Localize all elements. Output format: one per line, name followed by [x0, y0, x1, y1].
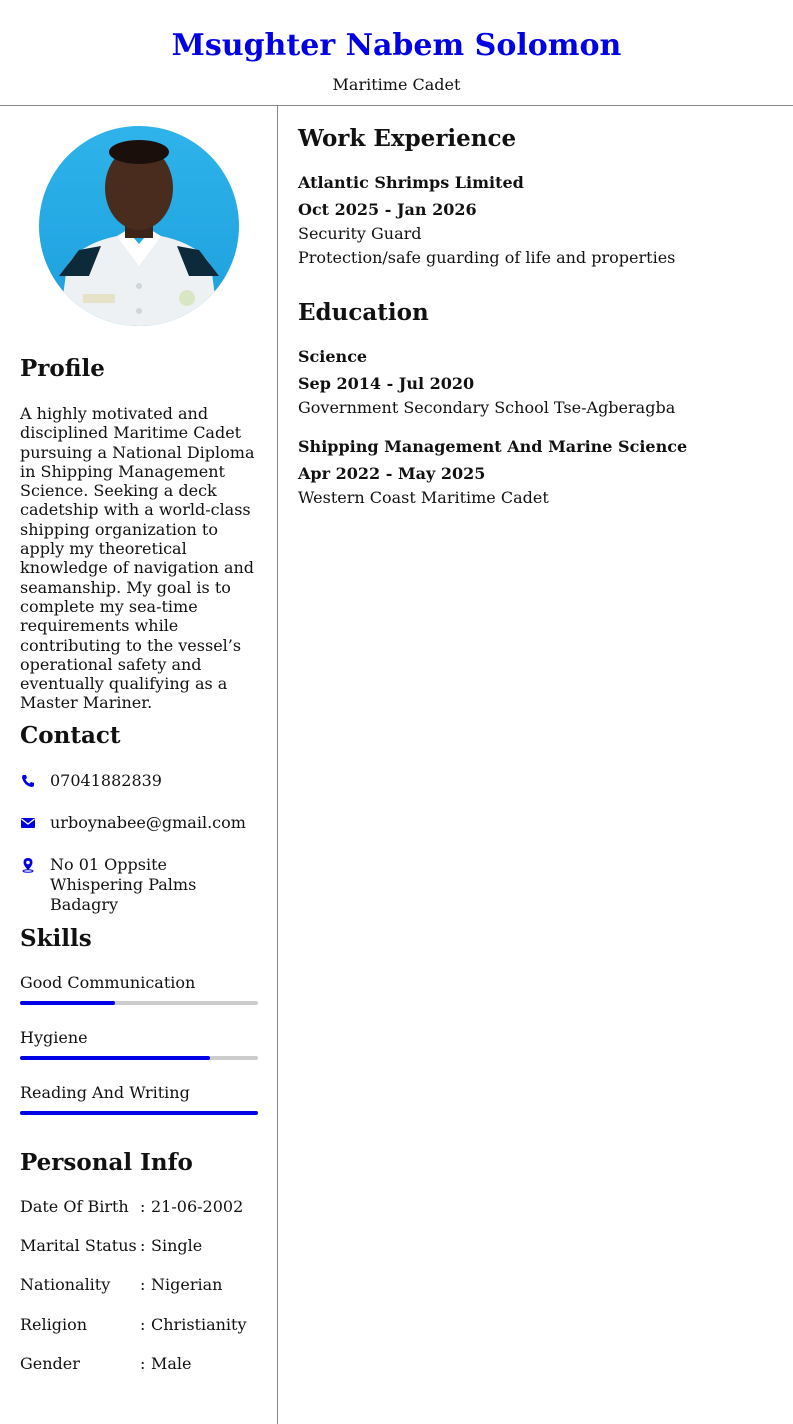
candidate-name: Msughter Nabem Solomon — [171, 28, 622, 63]
skill-label: Good Communication — [20, 973, 196, 992]
job-description: Protection/safe guarding of life and properties — [298, 248, 676, 267]
info-key: Gender — [20, 1354, 80, 1373]
education-heading: Education — [298, 299, 429, 326]
info-key: Marital Status — [20, 1236, 137, 1255]
study-dates: Sep 2014 - Jul 2020 — [298, 374, 475, 393]
study-dates: Apr 2022 - May 2025 — [298, 464, 486, 483]
info-separator: : — [140, 1354, 146, 1373]
profile-photo — [39, 126, 239, 326]
info-value: Single — [151, 1236, 203, 1255]
info-value: Christianity — [151, 1315, 247, 1334]
candidate-title: Maritime Cadet — [332, 75, 461, 94]
email-address: urboynabee@gmail.com — [50, 813, 246, 832]
profile-summary: A highly motivated and disciplined Maritime Cadet pursuing a National Diploma in Shipping Management Science. Seeking a deck cadetship with a world-class shipping organization to apply my theoretical knowledge of navigation and seamanship. My goal is to complete my sea-time requirements while contributing to the vessel’s operational safety and eventually qualifying as a Master Mariner. — [20, 404, 255, 713]
skill-bar — [20, 1001, 258, 1005]
skills-heading: Skills — [20, 925, 92, 952]
education-entry — [298, 437, 778, 508]
info-separator: : — [140, 1315, 146, 1334]
skill-bar — [20, 1111, 258, 1115]
skill-bar-fill — [20, 1111, 258, 1115]
skill-bar-fill — [20, 1001, 115, 1005]
school-name: Government Secondary School Tse-Agberagba — [298, 398, 676, 417]
work-entry — [298, 173, 778, 268]
skill-label: Hygiene — [20, 1028, 88, 1047]
info-separator: : — [140, 1197, 146, 1216]
skill-item — [20, 1083, 258, 1103]
skill-bar-fill — [20, 1056, 210, 1060]
envelope-icon — [20, 815, 36, 831]
info-value: Male — [151, 1354, 192, 1373]
skill-label: Reading And Writing — [20, 1083, 190, 1102]
home-address: No 01 Oppsite Whispering Palms Badagry — [50, 855, 197, 914]
info-separator: : — [140, 1236, 146, 1255]
resume-header — [0, 0, 793, 106]
job-role: Security Guard — [298, 224, 422, 243]
work-experience-heading: Work Experience — [298, 125, 517, 152]
education-entry — [298, 347, 778, 418]
info-key: Nationality — [20, 1275, 111, 1294]
map-pin-icon — [20, 857, 36, 873]
skill-item — [20, 973, 258, 993]
column-divider — [277, 106, 278, 1424]
contact-heading: Contact — [20, 722, 121, 749]
phone-icon — [20, 773, 36, 789]
profile-heading: Profile — [20, 355, 105, 382]
phone-number: 07041882839 — [50, 771, 162, 790]
employer-name: Atlantic Shrimps Limited — [298, 173, 524, 192]
employment-dates: Oct 2025 - Jan 2026 — [298, 200, 477, 219]
course-name: Science — [298, 347, 368, 366]
info-value: Nigerian — [151, 1275, 223, 1294]
skill-bar — [20, 1056, 258, 1060]
school-name: Western Coast Maritime Cadet — [298, 488, 549, 507]
skill-item — [20, 1028, 258, 1048]
info-key: Date Of Birth — [20, 1197, 129, 1216]
personal-info-heading: Personal Info — [20, 1149, 193, 1176]
course-name: Shipping Management And Marine Science — [298, 437, 688, 456]
info-key: Religion — [20, 1315, 88, 1334]
info-separator: : — [140, 1275, 146, 1294]
info-value: 21-06-2002 — [151, 1197, 244, 1216]
